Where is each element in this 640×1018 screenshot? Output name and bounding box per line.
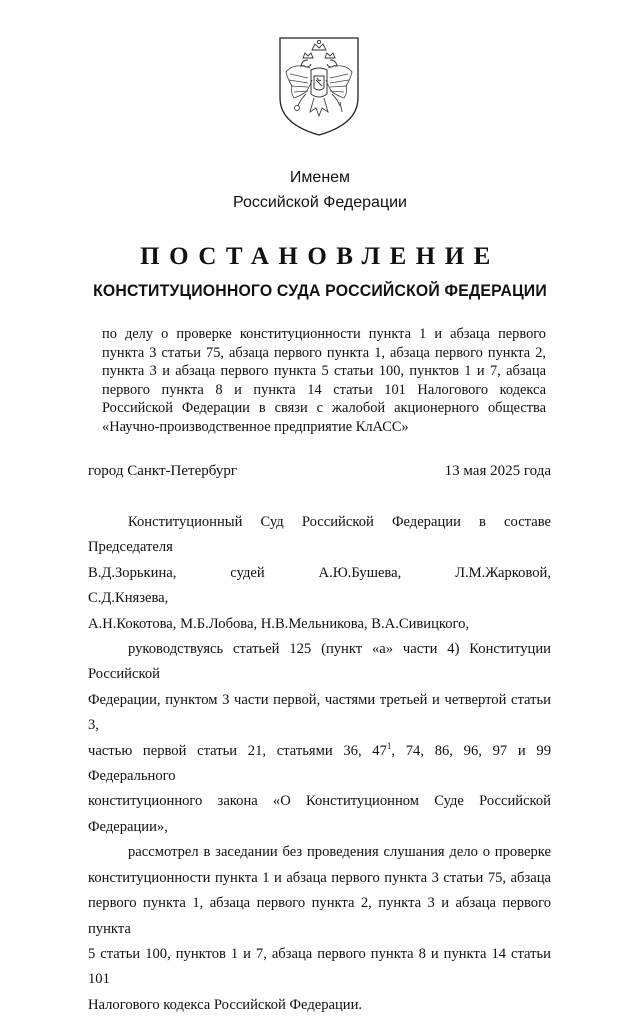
text-line: Федерации, пунктом 3 части первой, частями третьей и четвертой статьи 3, bbox=[88, 691, 551, 734]
court-name-title: КОНСТИТУЦИОННОГО СУДА РОССИЙСКОЙ ФЕДЕРАЦИИ bbox=[93, 281, 547, 300]
case-subject: по делу о проверке конституционности пункта 1 и абзаца первого пункта 3 статьи 75, абзаца первого пункта 1, абзаца первого пункта 2, пункта 3 и абзаца первого пункта 5 статьи 100, пунктов 1 и 7, абзаца первого пункта 8 и пункта 14 статьи 101 Налогового кодекса Российской Федерации в связи с жалобой акционерного общества «Научно-производственное предприятие КлАСС» bbox=[102, 326, 546, 435]
text-line: Налогового кодекса Российской Федерации. bbox=[88, 996, 363, 1013]
text-fragment: , 74, 86, 96, 97 и 99 Федерального bbox=[88, 742, 551, 785]
superscript: 1 bbox=[386, 740, 392, 751]
header-russian-federation: Российской Федерации bbox=[233, 194, 407, 211]
document-body bbox=[88, 510, 551, 1018]
text-line: первого пункта 1, абзаца первого пункта 2, пункта 3 и абзаца первого пункта bbox=[88, 895, 551, 937]
text-line bbox=[88, 739, 551, 790]
date-of-issue: 13 мая 2025 года bbox=[444, 463, 551, 479]
text-fragment: частью первой статьи 21, статьями 36, 47 bbox=[88, 742, 387, 759]
coat-of-arms-emblem bbox=[270, 36, 368, 136]
text-line: конституционности пункта 1 и абзаца первого пункта 3 статьи 75, абзаца bbox=[88, 869, 551, 886]
text-line: Конституционный Суд Российской Федерации в составе Председателя bbox=[88, 514, 551, 556]
text-line: 5 статьи 100, пунктов 1 и 7, абзаца первого пункта 8 и пункта 14 статьи 101 bbox=[88, 945, 551, 988]
text-line: В.Д.Зорькина, судей А.Ю.Бушева, Л.М.Жарковой, С.Д.Князева, bbox=[88, 564, 551, 607]
paragraph-legal-basis bbox=[88, 637, 551, 840]
place-of-issue: город Санкт-Петербург bbox=[88, 463, 237, 479]
text-line: конституционного закона «О Конституционном Суде Российской Федерации», bbox=[88, 793, 551, 835]
text-line: рассмотрел в заседании без проведения слушания дело о проверке bbox=[128, 844, 551, 861]
paragraph-court-composition bbox=[88, 510, 551, 637]
document-type-title: ПОСТАНОВЛЕНИЕ bbox=[140, 243, 500, 270]
paragraph-considered-case bbox=[88, 840, 551, 1018]
text-line: А.Н.Кокотова, М.Б.Лобова, Н.В.Мельникова, В.А.Сивицкого, bbox=[88, 615, 470, 632]
text-line: руководствуясь статьей 125 (пункт «а» части 4) Конституции Российской bbox=[88, 641, 551, 683]
header-in-the-name: Именем bbox=[289, 169, 351, 186]
